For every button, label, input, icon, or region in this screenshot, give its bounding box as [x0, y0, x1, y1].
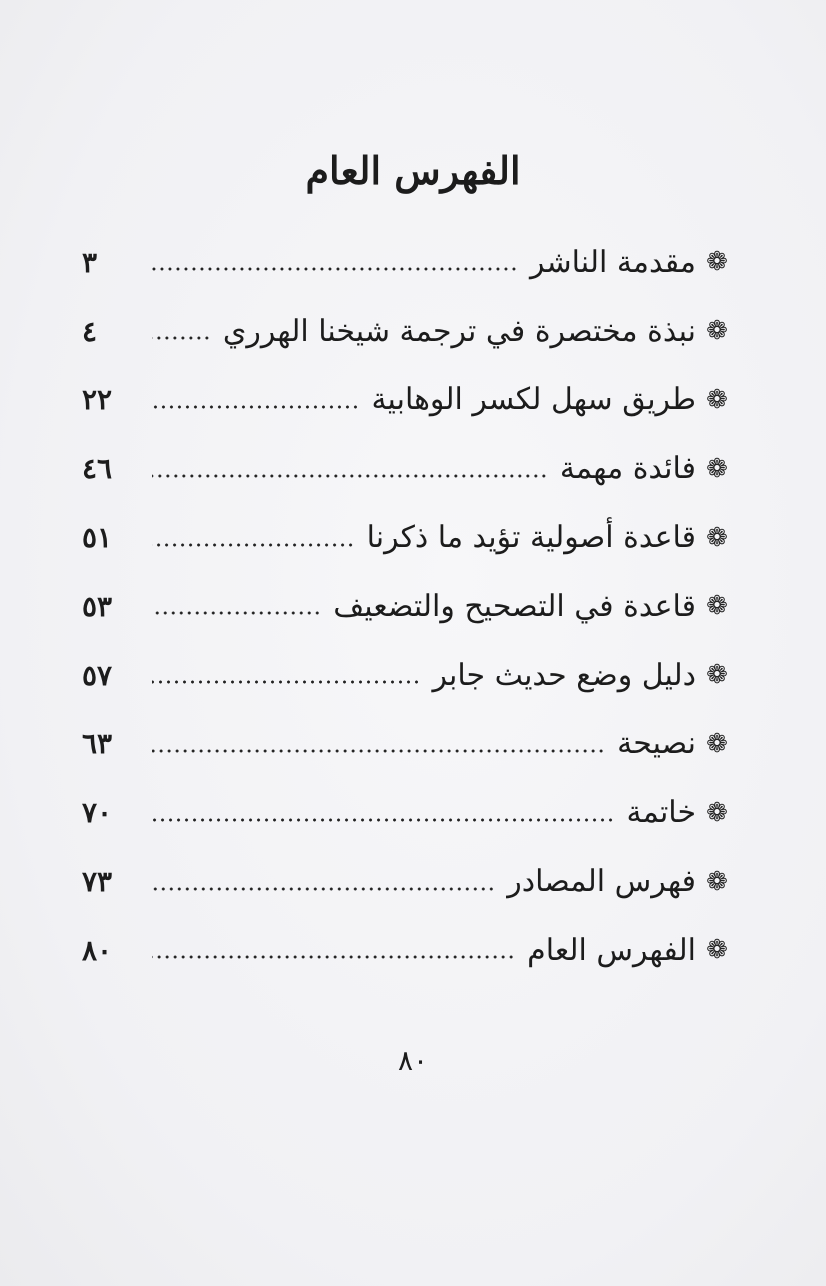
flower-bullet-icon: ❁ [706, 591, 728, 622]
flower-bullet-icon: ❁ [706, 935, 728, 966]
toc-entry-page: ٥٧ [82, 658, 113, 692]
toc-entry-page: ٤٦ [82, 452, 113, 486]
dot-leader [152, 543, 355, 547]
toc-entry-page: ٥١ [82, 521, 113, 555]
dot-leader [152, 611, 321, 615]
toc-entry-page: ٧٣ [82, 865, 113, 899]
flower-bullet-icon: ❁ [706, 316, 728, 347]
flower-bullet-icon: ❁ [706, 453, 728, 484]
toc-entry [82, 228, 732, 297]
toc-entry-title: قاعدة في التصحيح والتضعيف [333, 588, 696, 624]
dot-leader [152, 818, 615, 822]
toc-entry-page: ٤ [82, 314, 98, 348]
toc-entry [82, 366, 732, 435]
toc-entry [82, 503, 732, 572]
flower-bullet-icon: ❁ [706, 522, 728, 553]
toc-entry-page: ٥٣ [82, 589, 113, 623]
toc-entry-title: نبذة مختصرة في ترجمة شيخنا الهرري [222, 313, 696, 349]
dot-leader [152, 887, 495, 891]
toc-entry [82, 572, 732, 641]
toc-entry-page: ٨٠ [82, 933, 113, 967]
toc-entry-page: ٣ [82, 245, 98, 279]
toc-entry-title: طريق سهل لكسر الوهابية [371, 382, 696, 418]
toc-entry [82, 434, 732, 503]
toc-entry-title: خاتمة [626, 795, 696, 831]
toc-entry-title: مقدمة الناشر [529, 244, 696, 280]
toc-entry-title: نصيحة [617, 726, 696, 762]
toc-entry [82, 297, 732, 366]
page-title: الفهرس العام [305, 148, 521, 193]
toc-entry-title: فهرس المصادر [507, 864, 696, 900]
toc-entry [82, 778, 732, 847]
toc-entry-page: ٢٢ [82, 383, 113, 417]
dot-leader [152, 955, 515, 959]
flower-bullet-icon: ❁ [706, 797, 728, 828]
toc-entry-title: دليل وضع حديث جابر [432, 657, 696, 693]
toc-entry-title: قاعدة أصولية تؤيد ما ذكرنا [366, 520, 696, 556]
dot-leader [152, 474, 548, 478]
toc-entry-title: فائدة مهمة [559, 451, 696, 487]
toc-entry-title: الفهرس العام [527, 932, 696, 968]
flower-bullet-icon: ❁ [706, 728, 728, 759]
dot-leader [152, 405, 359, 409]
toc-entry [82, 916, 732, 985]
dot-leader [152, 749, 605, 753]
toc-entry-page: ٦٣ [82, 727, 113, 761]
flower-bullet-icon: ❁ [706, 247, 728, 278]
dot-leader [152, 267, 518, 271]
flower-bullet-icon: ❁ [706, 660, 728, 691]
table-of-contents [82, 228, 732, 985]
dot-leader [152, 336, 211, 340]
flower-bullet-icon: ❁ [706, 384, 728, 415]
toc-entry-page: ٧٠ [82, 796, 113, 830]
page-number: ٨٠ [397, 1044, 429, 1077]
dot-leader [152, 680, 421, 684]
toc-entry [82, 710, 732, 779]
toc-entry [82, 641, 732, 710]
toc-entry [82, 847, 732, 916]
flower-bullet-icon: ❁ [706, 866, 728, 897]
